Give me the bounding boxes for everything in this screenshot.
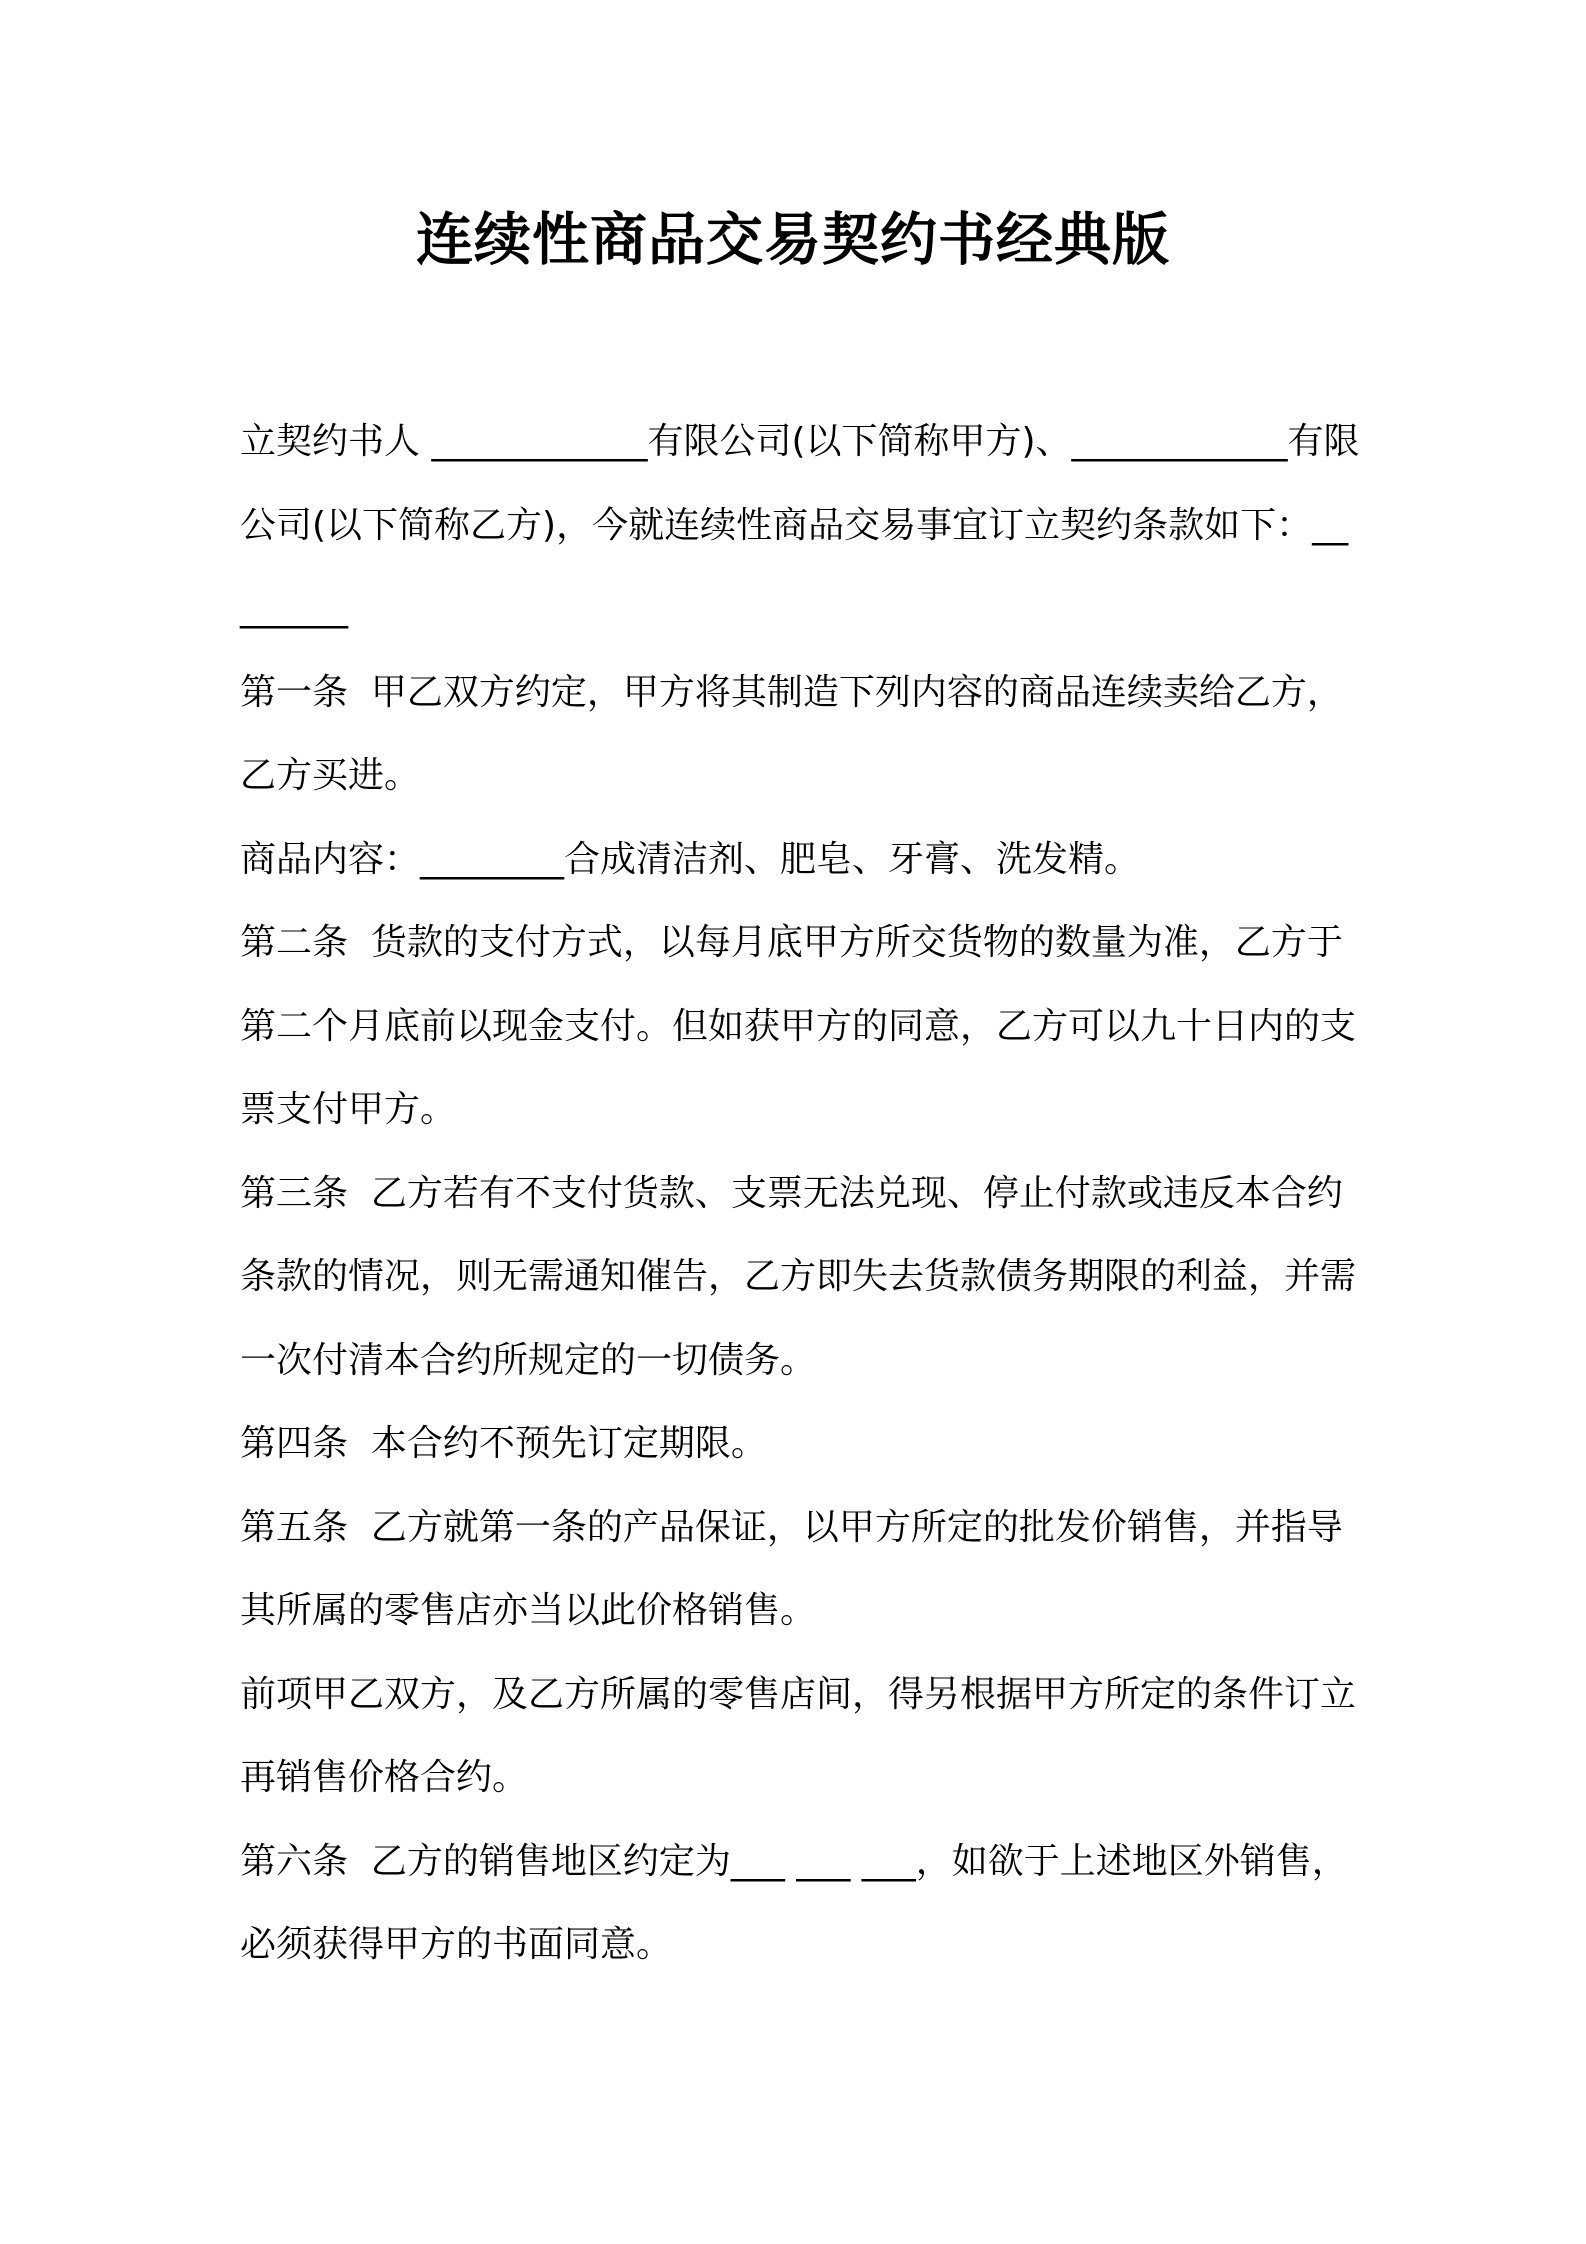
paragraph-article-6: 第六条 乙方的销售地区约定为___ ___ ___，如欲于上述地区外销售，必须获得甲方的书面同意。	[240, 1840, 1348, 1965]
paragraph-article-3: 第三条 乙方若有不支付货款、支票无法兑现、停止付款或违反本合约条款的情况，则无需通知催告，乙方即失去货款债务期限的利益，并需一次付清本合约所规定的一切债务。	[240, 1172, 1357, 1381]
paragraph-article-5: 第五条 乙方就第一条的产品保证，以甲方所定的批发价销售，并指导其所属的零售店亦当以此价格销售。	[240, 1506, 1343, 1631]
paragraph-article-2: 第二条 货款的支付方式，以每月底甲方所交货物的数量为准，乙方于第二个月底前以现金支付。但如获甲方的同意，乙方可以九十日内的支票支付甲方。	[240, 922, 1357, 1130]
paragraph-article-5-supplement: 前项甲乙双方，及乙方所属的零售店间，得另根据甲方所定的条件订立再销售价格合约。	[240, 1673, 1357, 1798]
paragraph-goods-content: 商品内容：________合成清洁剂、肥皂、牙膏、洗发精。	[240, 838, 1141, 880]
paragraph-article-4: 第四条 本合约不预先订定期限。	[240, 1423, 767, 1464]
document-body	[240, 400, 1360, 1987]
document-title: 连续性商品交易契约书经典版	[416, 207, 1170, 273]
paragraph-preamble: 立契约书人 ____________有限公司(以下简称甲方)、____________有限公司(以下简称乙方)，今就连续性商品交易事宜订立契约条款如下：________	[240, 421, 1360, 629]
paragraph-article-1: 第一条 甲乙双方约定，甲方将其制造下列内容的商品连续卖给乙方，乙方买进。	[240, 671, 1343, 796]
